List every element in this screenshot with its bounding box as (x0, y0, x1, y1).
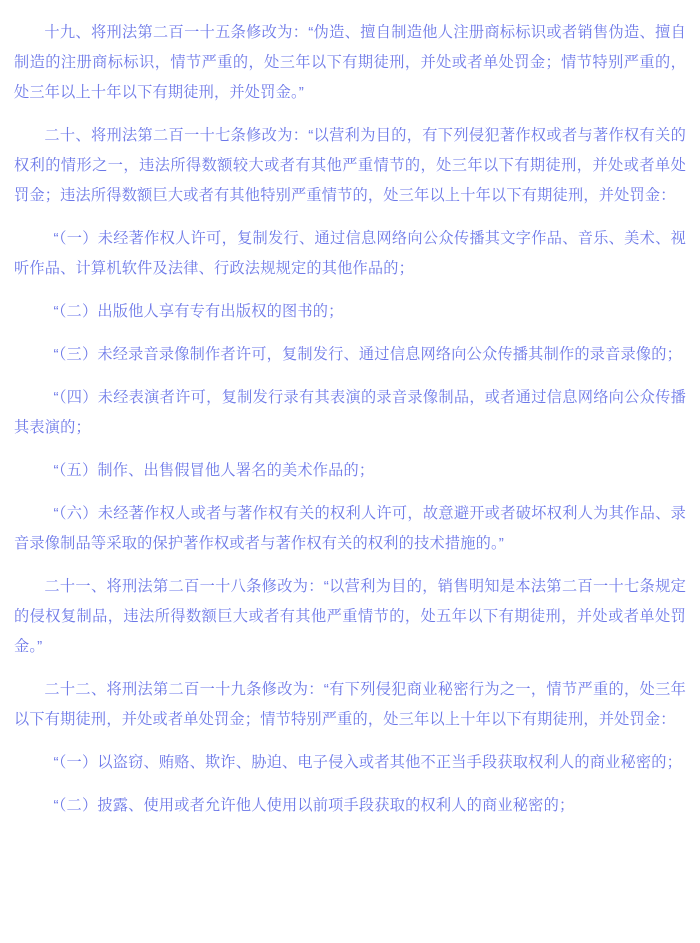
paragraph-item-20-3: “（三）未经录音录像制作者许可，复制发行、通过信息网络向公众传播其制作的录音录像的； (53, 346, 683, 363)
paragraph-item-21: 二十一、将刑法第二百一十八条修改为：“以营利为目的，销售明知是本法第二百一十七条规定的侵权复制品，违法所得数额巨大或者有其他严重情节的，处五年以下有期徒刑，并处或者单处罚金。” (14, 578, 686, 655)
paragraph-item-20: 二十、将刑法第二百一十七条修改为：“以营利为目的，有下列侵犯著作权或者与著作权有关的权利的情形之一，违法所得数额较大或者有其他严重情节的，处三年以下有期徒刑，并处或者单处罚金；违法所得数额巨大或者有其他特别严重情节的，处三年以上十年以下有期徒刑，并处罚金： (14, 127, 686, 204)
paragraph-item-22-1: “（一）以盗窃、贿赂、欺诈、胁迫、电子侵入或者其他不正当手段获取权利人的商业秘密的； (53, 754, 683, 771)
paragraph-item-22-2: “（二）披露、使用或者允许他人使用以前项手段获取的权利人的商业秘密的； (53, 797, 575, 814)
paragraph-item-22: 二十二、将刑法第二百一十九条修改为：“有下列侵犯商业秘密行为之一，情节严重的，处三年以下有期徒刑，并处或者单处罚金；情节特别严重的，处三年以上十年以下有期徒刑，并处罚金： (14, 681, 686, 728)
paragraph-item-20-4: “（四）未经表演者许可，复制发行录有其表演的录音录像制品，或者通过信息网络向公众传播其表演的； (14, 389, 686, 436)
paragraph-item-20-2: “（二）出版他人享有专有出版权的图书的； (53, 303, 344, 320)
paragraph-item-20-5: “（五）制作、出售假冒他人署名的美术作品的； (53, 462, 375, 479)
paragraph-item-20-1: “（一）未经著作权人许可，复制发行、通过信息网络向公众传播其文字作品、音乐、美术、视听作品、计算机软件及法律、行政法规规定的其他作品的； (14, 230, 686, 277)
paragraph-container (14, 18, 686, 821)
paragraph-item-19: 十九、将刑法第二百一十五条修改为：“伪造、擅自制造他人注册商标标识或者销售伪造、擅自制造的注册商标标识，情节严重的，处三年以下有期徒刑，并处或者单处罚金；情节特别严重的，处三年以上十年以下有期徒刑，并处罚金。” (14, 24, 686, 101)
paragraph-item-20-6: “（六）未经著作权人或者与著作权有关的权利人许可，故意避开或者破坏权利人为其作品、录音录像制品等采取的保护著作权或者与著作权有关的权利的技术措施的。” (14, 505, 686, 552)
